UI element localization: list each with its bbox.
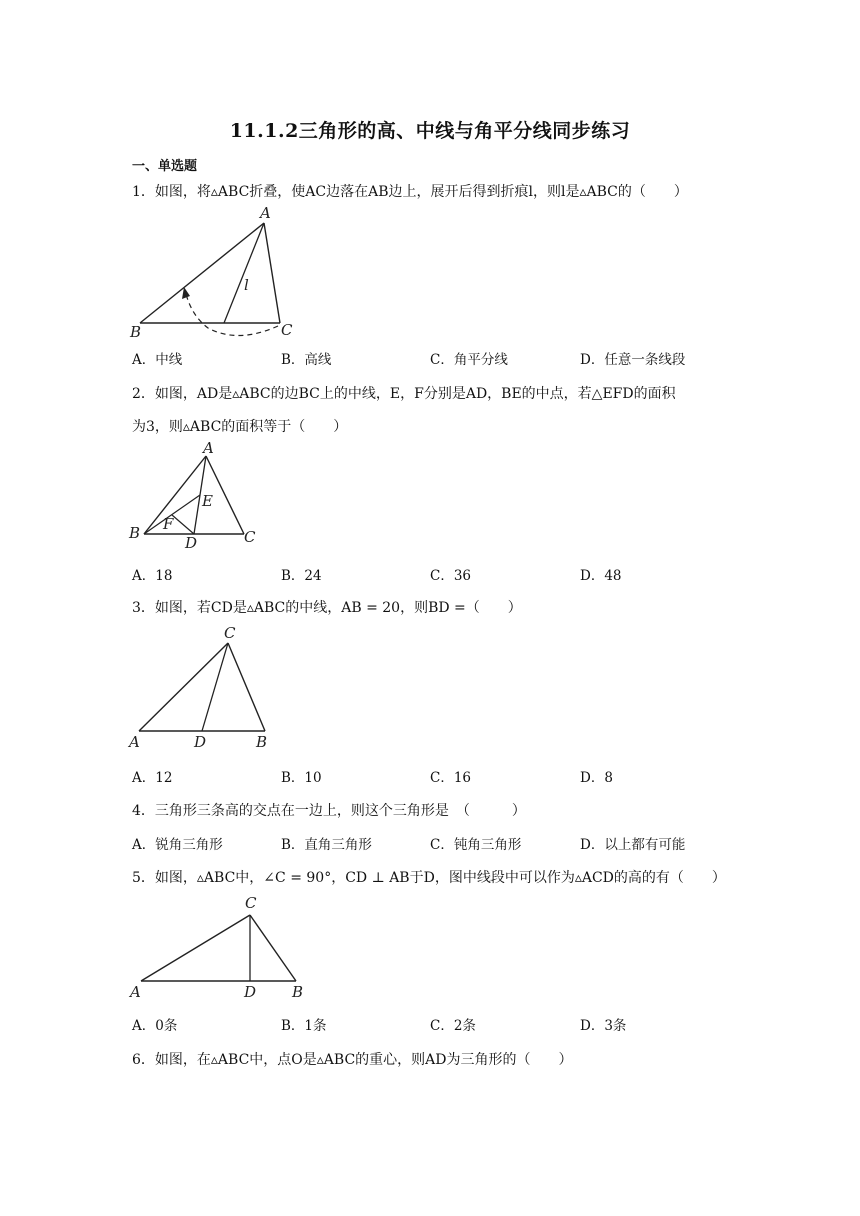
q4-option-b: B．直角三角形: [281, 837, 372, 853]
label-a: A: [129, 733, 140, 750]
segment-fd: [172, 515, 194, 534]
q4-option-a: A．锐角三角形: [132, 837, 223, 853]
side-ac: [141, 915, 250, 981]
q1-option-d: D．任意一条线段: [580, 352, 686, 368]
side-ab: [140, 223, 264, 323]
label-f: F: [163, 515, 174, 533]
question-5-figure: [126, 890, 312, 1002]
q1-option-c: C．角平分线: [430, 352, 508, 368]
q3-option-a: A．12: [132, 770, 173, 786]
q3-option-b: B．10: [281, 770, 322, 786]
question-3-figure: [126, 622, 278, 750]
q1-option-a: A．中线: [132, 352, 183, 368]
q3-option-c: C．16: [430, 770, 472, 786]
side-bc: [228, 643, 265, 731]
question-5-stem: 5．如图，▵ABC中，∠C = 90°，CD ⊥ AB于D，图中线段中可以作为▵ACD的高的有（ ）: [132, 870, 726, 886]
page-title: 11.1.2三角形的高、中线与角平分线同步练习: [229, 120, 631, 142]
fold-line-l: [224, 223, 264, 323]
question-1-figure: [128, 204, 308, 340]
label-d: D: [194, 733, 207, 750]
q1-option-b: B．高线: [281, 352, 332, 368]
label-e: E: [202, 492, 213, 510]
question-6-stem: 6．如图，在▵ABC中，点O是▵ABC的重心，则AD为三角形的（ ）: [132, 1052, 573, 1068]
q5-option-a: A．0条: [132, 1018, 178, 1034]
q2-option-d: D．48: [580, 568, 622, 584]
question-1-stem: 1．如图，将▵ABC折叠，使AC边落在AB边上，展开后得到折痕l，则l是▵ABC的（ ）: [132, 184, 688, 200]
side-bc: [250, 915, 296, 981]
label-d: D: [185, 534, 198, 552]
question-2-stem-line1: 2．如图，AD是▵ABC的边BC上的中线，E，F分别是AD，BE的中点，若△EFD的面积: [132, 386, 676, 402]
label-a: A: [130, 983, 141, 1001]
q5-option-d: D．3条: [580, 1018, 627, 1034]
question-3-stem: 3．如图，若CD是▵ABC的中线，AB = 20，则BD =（ ）: [132, 600, 522, 616]
side-ac: [264, 223, 280, 323]
label-c: C: [224, 624, 236, 642]
label-c: C: [244, 528, 256, 546]
label-c: C: [245, 894, 257, 912]
q5-option-b: B．1条: [281, 1018, 327, 1034]
q2-option-c: C．36: [430, 568, 472, 584]
section-heading: 一、单选题: [132, 159, 198, 174]
question-2-stem-line2: 为3，则▵ABC的面积等于（ ）: [132, 419, 348, 435]
label-l: l: [244, 276, 249, 294]
label-b: B: [292, 983, 304, 1001]
label-b: B: [256, 733, 268, 750]
q2-option-b: B．24: [281, 568, 322, 584]
label-b: B: [129, 524, 141, 542]
label-c: C: [281, 321, 293, 339]
label-b: B: [130, 323, 142, 340]
question-4-stem: 4．三角形三条高的交点在一边上，则这个三角形是 （ ）: [132, 803, 526, 819]
q2-option-a: A．18: [132, 568, 173, 584]
question-2-figure: [126, 440, 266, 552]
side-ab: [144, 456, 206, 534]
label-a: A: [203, 440, 214, 457]
q3-option-d: D．8: [580, 770, 613, 786]
q5-option-c: C．2条: [430, 1018, 476, 1034]
label-d: D: [244, 983, 257, 1001]
q4-option-c: C．钝角三角形: [430, 837, 522, 853]
label-a: A: [260, 204, 271, 222]
q4-option-d: D．以上都有可能: [580, 837, 686, 853]
fold-arc: [186, 294, 278, 336]
